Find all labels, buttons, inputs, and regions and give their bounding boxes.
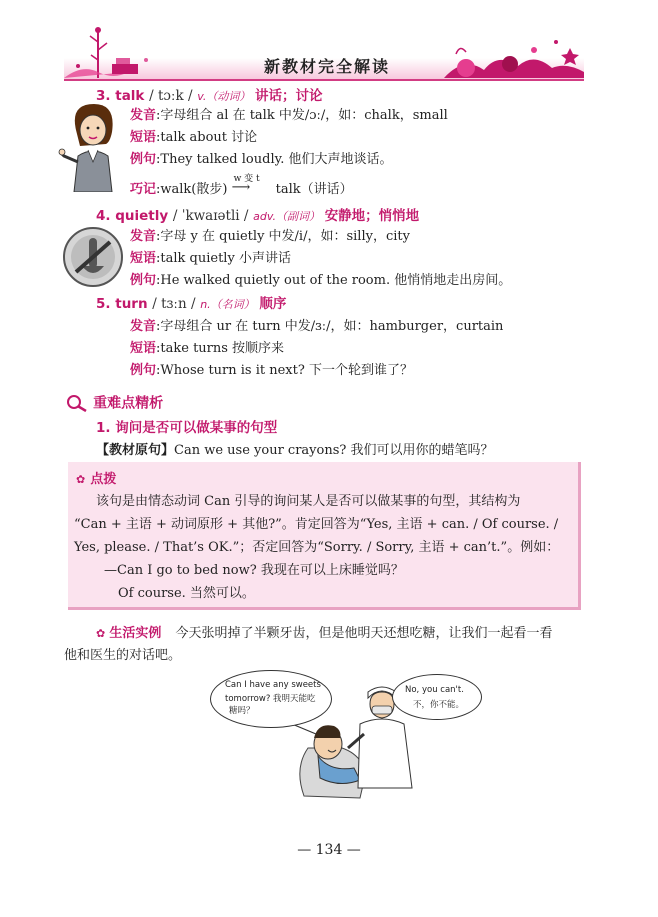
example-label: 例句 xyxy=(130,273,157,288)
tip-line: Yes, please. / That’s OK.”；否定回答为“Sorry. / Sorry, 主语 + can’t.”。例如： xyxy=(74,540,560,555)
section-title: 重难点精析 xyxy=(93,395,164,412)
example-line-turn xyxy=(130,361,413,381)
word-number: 3. xyxy=(96,88,111,104)
memo-arrow-label: w 变 t xyxy=(233,174,260,184)
word-pos: v.（动词） xyxy=(197,90,251,103)
memo-line-talk xyxy=(130,174,353,200)
arrow-icon: ⟶ xyxy=(231,180,251,195)
teacher-illustration xyxy=(58,100,128,192)
dentist-illustration xyxy=(190,668,490,802)
section-heading xyxy=(66,392,163,413)
tip-line: 该句是由情态动词 Can 引导的询问某人是否可以做某事的句型，其结构为 xyxy=(96,494,521,509)
pron-label: 发音 xyxy=(130,108,157,123)
example-text: :They talked loudly. 他们大声地谈话。 xyxy=(156,152,393,167)
life-text-1: 今天张明掉了半颗牙齿，但是他明天还想吃糖，让我们一起看一看 xyxy=(175,626,553,641)
phrase-label: 短语 xyxy=(130,251,157,266)
word-text: quietly xyxy=(115,208,169,224)
page-number: — 134 — xyxy=(297,842,361,858)
word-meaning: 安静地；悄悄地 xyxy=(324,208,420,224)
flower-icon: ✿ xyxy=(96,627,106,640)
example-line-talk xyxy=(130,150,393,170)
word-pos: adv.（副词） xyxy=(253,210,320,223)
pron-label: 发音 xyxy=(130,319,157,334)
quiet-gesture-icon xyxy=(62,226,124,288)
pron-label: 发音 xyxy=(130,229,157,244)
flower-icon: ✿ xyxy=(76,473,86,486)
phrase-text: :talk about 讨论 xyxy=(156,130,258,145)
header-banner xyxy=(64,20,584,82)
word-heading-turn xyxy=(96,294,286,315)
bubble-line: 不，你不能。 xyxy=(413,700,465,710)
word-ipa: / tɔːk / xyxy=(149,88,193,104)
life-text-2: 他和医生的对话吧。 xyxy=(64,648,182,663)
phrase-label: 短语 xyxy=(130,341,157,356)
word-heading-quietly xyxy=(96,206,419,227)
phrase-line-turn xyxy=(130,339,284,359)
speech-bubble-dentist xyxy=(392,674,482,720)
word-number: 5. xyxy=(96,296,111,312)
tip-line: Of course. 当然可以。 xyxy=(118,586,255,601)
word-meaning: 顺序 xyxy=(259,296,287,312)
memo-text-a: :walk(散步) xyxy=(156,182,228,197)
phrase-text: :take turns 按顺序来 xyxy=(156,341,285,356)
example-line-quietly xyxy=(130,271,511,291)
pron-line-talk xyxy=(130,106,448,126)
tip-line: “Can + 主语 + 动词原形 + 其他?”。肯定回答为“Yes, 主语 + can. / Of course. / xyxy=(74,517,559,532)
word-pos: n.（名词） xyxy=(200,298,255,311)
point-title: 1. 询问是否可以做某事的句型 xyxy=(96,420,278,436)
pron-text: :字母 y 在 quietly 中发/i/，如：silly，city xyxy=(156,229,410,244)
word-text: talk xyxy=(115,88,145,104)
tip-heading xyxy=(76,468,116,487)
phrase-text: :talk quietly 小声讲话 xyxy=(156,251,291,266)
word-ipa: / tɜːn / xyxy=(152,296,196,312)
memo-label: 巧记 xyxy=(130,182,157,197)
tip-box xyxy=(68,462,581,610)
example-label: 例句 xyxy=(130,152,157,167)
speech-bubble-boy xyxy=(210,670,332,728)
example-text: :Whose turn is it next? 下一个轮到谁了？ xyxy=(156,363,413,378)
tip-line: —Can I go to bed now? 我现在可以上床睡觉吗？ xyxy=(104,563,404,578)
bubble-line: No, you can't. xyxy=(405,685,464,695)
tip-label: 点拨 xyxy=(90,472,117,487)
pron-text: :字母组合 ur 在 turn 中发/ɜː/，如：hamburger，curtain xyxy=(156,319,504,334)
phrase-line-quietly xyxy=(130,249,291,269)
word-ipa: / ˈkwaɪətli / xyxy=(172,208,249,224)
bubble-line: 糖吗？ xyxy=(229,706,255,716)
pron-line-turn xyxy=(130,317,503,337)
bubble-line: tomorrow? 我明天能吃 xyxy=(225,694,316,704)
magnifier-icon xyxy=(66,394,88,412)
source-sentence: Can we use your crayons? 我们可以用你的蜡笔吗？ xyxy=(174,443,494,458)
life-example-line1 xyxy=(96,624,553,644)
header-title: 新教材完全解读 xyxy=(263,57,390,76)
source-label: 【教材原句】 xyxy=(96,443,175,458)
bubble-line: Can I have any sweets xyxy=(225,680,321,690)
word-meaning: 讲话；讨论 xyxy=(255,88,323,104)
example-text: :He walked quietly out of the room. 他悄悄地走出房间。 xyxy=(156,273,512,288)
source-sentence-line xyxy=(96,441,494,461)
pron-text: :字母组合 al 在 talk 中发/ɔː/，如：chalk，small xyxy=(156,108,448,123)
phrase-label: 短语 xyxy=(130,130,157,145)
word-text: turn xyxy=(115,296,148,312)
word-number: 4. xyxy=(96,208,111,224)
pron-line-quietly xyxy=(130,227,410,247)
life-label: 生活实例 xyxy=(109,626,162,641)
example-label: 例句 xyxy=(130,363,157,378)
phrase-line-talk xyxy=(130,128,257,148)
memo-text-b: talk（讲话） xyxy=(275,182,353,197)
word-heading-talk xyxy=(96,86,323,107)
